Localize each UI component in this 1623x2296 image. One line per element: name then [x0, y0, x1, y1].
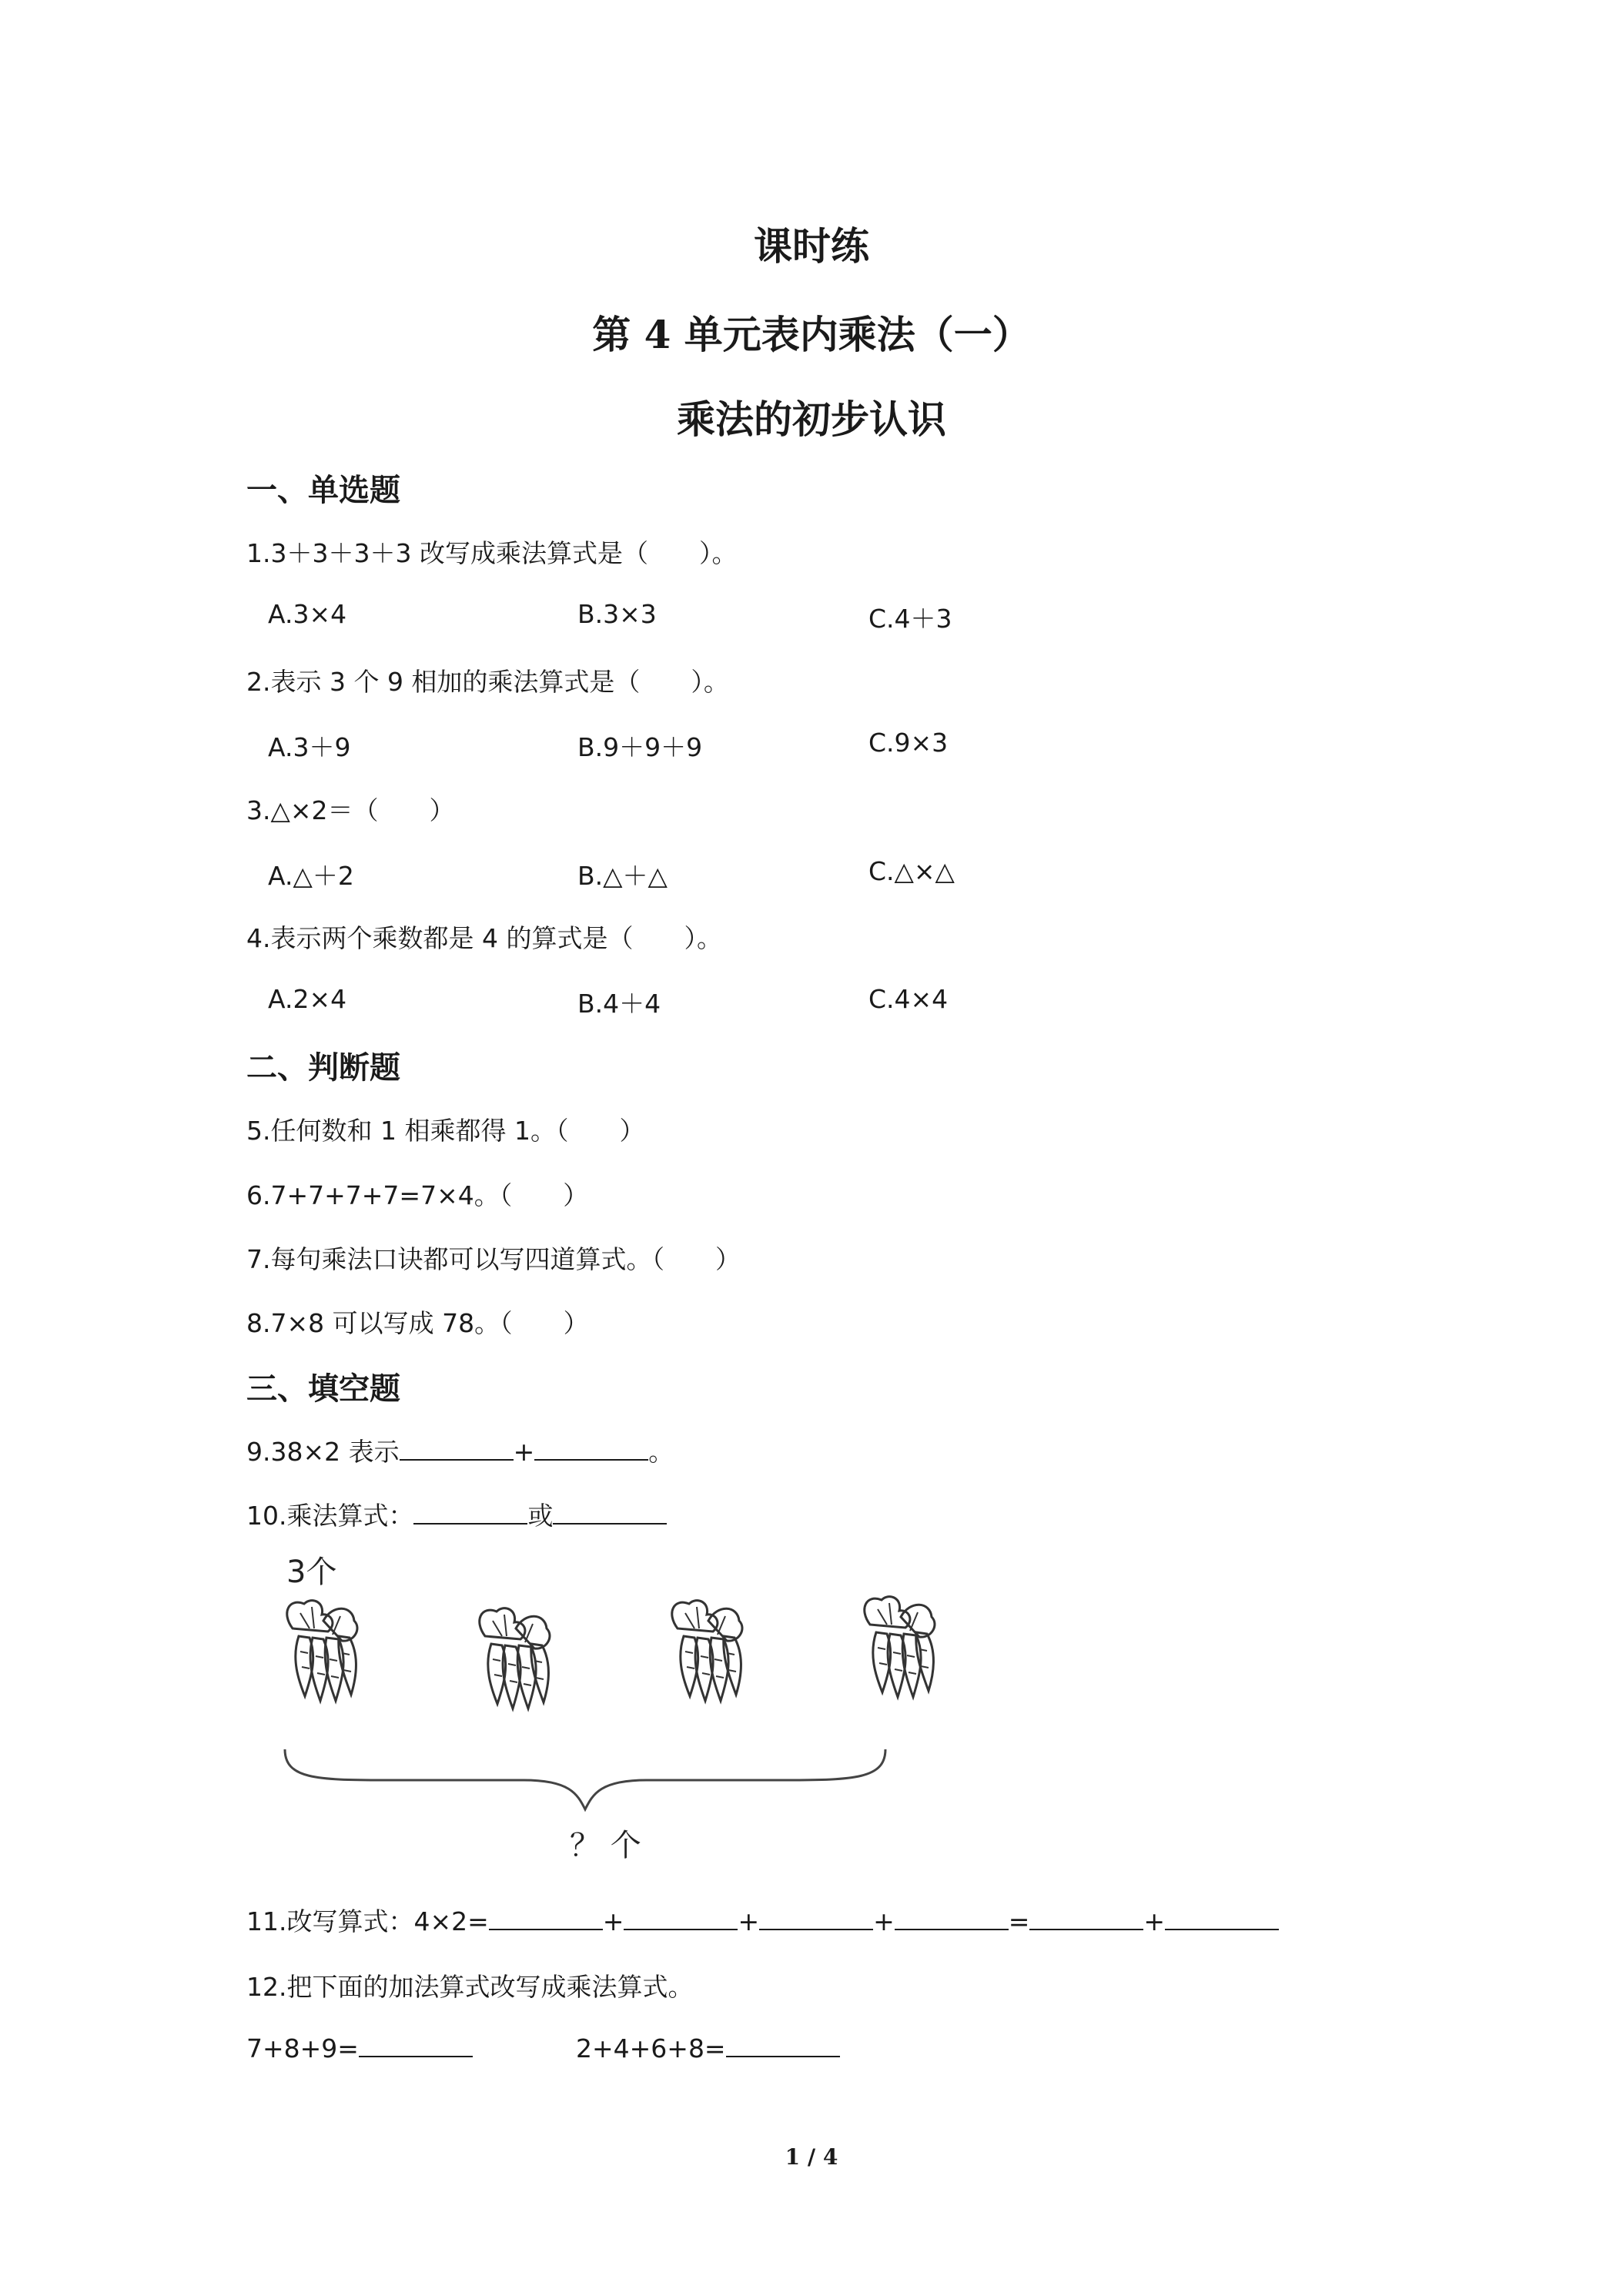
curly-brace	[285, 1749, 885, 1809]
radish-bundle-2	[480, 1608, 550, 1709]
q12b-blank[interactable]	[726, 2033, 840, 2057]
doc-title: 课时练	[754, 223, 869, 269]
question-9	[246, 1432, 674, 1468]
q9-prefix: 9.38×2 表示	[246, 1437, 400, 1467]
section-fill-blank: 三、填空题	[246, 1371, 400, 1407]
question-6: 6.7+7+7+7=7×4。（ ）	[246, 1180, 589, 1210]
q3-option-a: A.△＋2	[268, 861, 354, 891]
q11-equals: =	[1008, 1906, 1030, 1936]
q9-suffix: 。	[648, 1437, 674, 1467]
page-number: 1 / 4	[785, 2144, 838, 2170]
q10-blank-1[interactable]	[413, 1500, 527, 1525]
q11-blank-2[interactable]	[624, 1906, 738, 1930]
q3-option-b: B.△＋△	[577, 861, 668, 891]
figure-top-label: 3个	[286, 1555, 337, 1590]
q11-prefix: 11.改写算式：4×2=	[246, 1906, 489, 1936]
q10-blank-2[interactable]	[553, 1500, 667, 1525]
q9-blank-2[interactable]	[534, 1436, 648, 1461]
q9-blank-1[interactable]	[400, 1436, 514, 1461]
question-12a	[246, 2033, 473, 2063]
q11-blank-5[interactable]	[1029, 1906, 1143, 1930]
q3-option-c: C.△×△	[868, 856, 955, 886]
q11-plus-4: +	[1143, 1906, 1166, 1936]
question-12b	[576, 2033, 840, 2063]
q11-plus-1: +	[602, 1906, 624, 1936]
question-10	[246, 1496, 667, 1532]
unit-title: 第 4 单元表内乘法（一）	[592, 312, 1031, 357]
q11-blank-6[interactable]	[1165, 1906, 1279, 1930]
question-4: 4.表示两个乘数都是 4 的算式是（ ）。	[246, 923, 722, 953]
question-11	[246, 1902, 1279, 1938]
radish-bundle-3	[672, 1601, 742, 1701]
q12a-blank[interactable]	[359, 2033, 473, 2057]
q1-option-c: C.4＋3	[868, 604, 952, 634]
question-1: 1.3＋3＋3＋3 改写成乘法算式是（ ）。	[246, 538, 738, 568]
question-5: 5.任何数和 1 相乘都得 1。（ ）	[246, 1116, 645, 1146]
q4-option-c: C.4×4	[868, 984, 949, 1014]
q4-option-b: B.4＋4	[577, 989, 661, 1019]
question-7: 7.每句乘法口诀都可以写四道算式。（ ）	[246, 1244, 741, 1274]
q1-option-a: A.3×4	[268, 599, 347, 629]
radish-bundle-4	[865, 1597, 935, 1697]
q12b-expr: 2+4+6+8=	[576, 2033, 726, 2063]
section-true-false: 二、判断题	[246, 1050, 400, 1086]
q10-or: 或	[527, 1501, 554, 1531]
q4-option-a: A.2×4	[268, 984, 347, 1014]
section-single-choice: 一、单选题	[246, 473, 400, 508]
q11-plus-2: +	[738, 1906, 760, 1936]
q2-option-c: C.9×3	[868, 728, 949, 758]
q11-blank-1[interactable]	[489, 1906, 603, 1930]
question-3: 3.△×2＝（ ）	[246, 795, 455, 825]
lesson-title: 乘法的初步认识	[677, 397, 946, 442]
q2-option-a: A.3＋9	[268, 732, 351, 762]
q2-option-b: B.9＋9＋9	[577, 732, 703, 762]
q9-plus: +	[513, 1437, 535, 1467]
q1-option-b: B.3×3	[577, 599, 657, 629]
question-8: 8.7×8 可以写成 78。（ ）	[246, 1308, 589, 1338]
q11-blank-3[interactable]	[759, 1906, 873, 1930]
radish-bundle-1	[287, 1601, 357, 1701]
q10-prefix: 10.乘法算式：	[246, 1501, 414, 1531]
q11-plus-3: +	[873, 1906, 895, 1936]
question-12: 12.把下面的加法算式改写成乘法算式。	[246, 1972, 694, 2002]
q12a-expr: 7+8+9=	[246, 2033, 359, 2063]
figure-bottom-label: ？ 个	[570, 1828, 641, 1863]
question-2: 2.表示 3 个 9 相加的乘法算式是（ ）。	[246, 667, 729, 697]
q11-blank-4[interactable]	[895, 1906, 1009, 1930]
